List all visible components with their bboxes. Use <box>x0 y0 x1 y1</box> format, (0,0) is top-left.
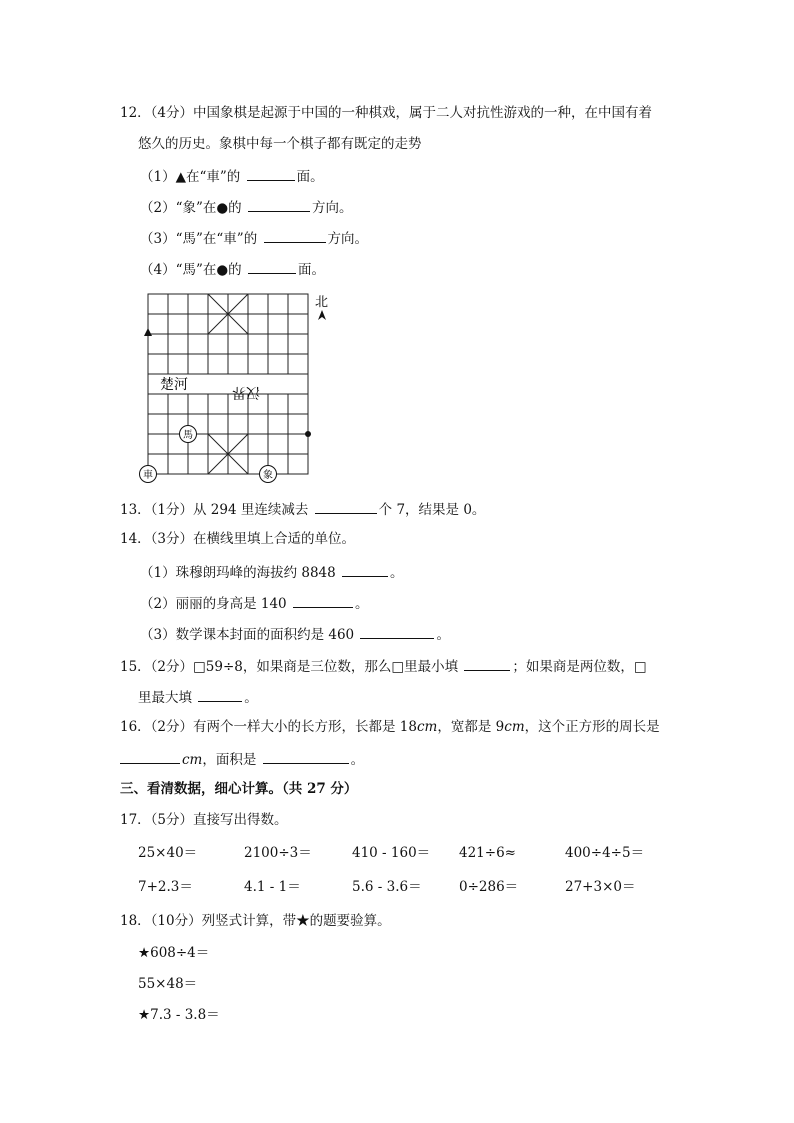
q17-r1c2: 2100÷3＝ <box>244 845 312 861</box>
q14-stem: 14．（3分）在横线里填上合适的单位。 <box>120 531 356 547</box>
q18-item1: ★608÷4＝ <box>138 945 210 961</box>
q13 <box>120 499 485 519</box>
dot-marker-icon <box>305 431 311 437</box>
q14-part1-text: （1）珠穆朗玛峰的海拔约 8848 <box>140 565 336 581</box>
q17-r2c4: 0÷286＝ <box>459 879 519 895</box>
q17-r2c5: 27+3×0＝ <box>565 879 636 895</box>
q14-part3-suffix: 。 <box>436 627 450 643</box>
q16-suffix: 。 <box>350 752 365 768</box>
q15-text3: 里最大填 <box>138 690 192 706</box>
north-arrow-icon <box>318 310 326 320</box>
piece-ju <box>140 466 157 483</box>
q18-item2: 55×48＝ <box>138 976 198 992</box>
q15-line1 <box>120 656 647 676</box>
q13-text: 13．（1分）从 294 里连续减去 <box>120 502 309 518</box>
q17-r2c1: 7+2.3＝ <box>138 879 193 895</box>
q12-part3-blank[interactable] <box>264 228 326 243</box>
q16-unit2: cm <box>504 719 525 735</box>
chess-board-figure <box>132 288 342 488</box>
q12-part4-blank[interactable] <box>248 259 296 274</box>
q12-part2-text: （2）“象”在●的 <box>140 200 242 216</box>
q14-part1 <box>140 562 404 582</box>
q17-r1c1: 25×40＝ <box>138 845 198 861</box>
q12-part1-text: （1）▲在“車”的 <box>140 169 241 185</box>
q12-part2-suffix: 方向。 <box>311 200 353 216</box>
q13-blank[interactable] <box>315 499 377 514</box>
q12-part2-blank[interactable] <box>248 197 310 212</box>
section3-heading: 三、看清数据，细心计算。（共 27 分） <box>120 781 358 797</box>
q16-unit1: cm <box>417 719 438 735</box>
q15-line2 <box>138 687 258 707</box>
q15-text: 15．（2分）□59÷8，如果商是三位数，那么□里最小填 <box>120 659 459 675</box>
q12-part1-suffix: 面。 <box>296 169 324 185</box>
q17-r1c4: 421÷6≈ <box>459 845 516 861</box>
q17-r1c5: 400÷4÷5＝ <box>565 845 645 861</box>
piece-xiang-label: 象 <box>263 470 273 481</box>
q14-part1-suffix: 。 <box>390 565 404 581</box>
q14-part2 <box>140 593 368 613</box>
q12-part3-suffix: 方向。 <box>327 231 368 247</box>
q16-line2 <box>120 749 364 769</box>
q18-item3: ★7.3 - 3.8＝ <box>138 1007 220 1023</box>
q16-text3: ，这个正方形的周长是 <box>524 719 660 735</box>
river-left-label: 楚河 <box>160 377 188 393</box>
q14-part2-text: （2）丽丽的身高是 140 <box>140 596 287 612</box>
north-label: 北 <box>315 295 329 310</box>
q16-text2: ，宽都是 9 <box>437 719 505 735</box>
piece-ju-label: 車 <box>143 470 153 481</box>
q12-part4-text: （4）“馬”在●的 <box>140 262 242 278</box>
piece-ma-label: 馬 <box>183 430 193 441</box>
q12-part1-blank[interactable] <box>247 166 295 181</box>
q16-text: 16．（2分）有两个一样大小的长方形，长都是 18 <box>120 719 417 735</box>
piece-xiang <box>260 466 277 483</box>
q16-line1 <box>120 718 660 736</box>
q15-suffix: 。 <box>244 690 258 706</box>
q14-part3 <box>140 624 450 644</box>
q12-part4-suffix: 面。 <box>297 262 325 278</box>
q15-blank2[interactable] <box>198 687 242 702</box>
q17-r2c2: 4.1 - 1＝ <box>244 879 301 895</box>
q17-r1c3: 410 - 160＝ <box>352 845 431 861</box>
q14-part2-blank[interactable] <box>293 593 353 608</box>
q12-stem-line1: 12．（4分）中国象棋是起源于中国的一种棋戏，属于二人对抗性游戏的一种，在中国有着 <box>120 105 653 121</box>
q16-unit3: cm <box>182 752 203 768</box>
q14-part3-blank[interactable] <box>360 624 434 639</box>
piece-ma <box>180 426 197 443</box>
river-right-label: 汉界 <box>232 384 260 400</box>
q12-part3 <box>140 228 368 248</box>
q14-part1-blank[interactable] <box>342 562 388 577</box>
q14-part3-text: （3）数学课本封面的面积约是 460 <box>140 627 355 643</box>
q12-part3-text: （3）“馬”在“車”的 <box>140 231 258 247</box>
q15-blank1[interactable] <box>464 656 510 671</box>
q12-stem-line2: 悠久的历史。象棋中每一个棋子都有既定的走势 <box>138 136 422 152</box>
q16-blank2[interactable] <box>263 749 349 764</box>
q16-blank1[interactable] <box>120 749 180 764</box>
triangle-marker-icon <box>144 328 152 336</box>
q18-stem: 18．（10分）列竖式计算，带★的题要验算。 <box>120 913 391 929</box>
q13-suffix: 个 7，结果是 0。 <box>378 502 486 518</box>
q14-part2-suffix: 。 <box>354 596 369 612</box>
q16-text4: ，面积是 <box>202 752 257 768</box>
q17-r2c3: 5.6 - 3.6＝ <box>352 879 422 895</box>
q12-part2 <box>140 197 352 217</box>
q12-part4 <box>140 259 325 279</box>
q15-text2: ；如果商是两位数，□ <box>512 659 647 675</box>
q17-stem: 17．（5分）直接写出得数。 <box>120 812 288 828</box>
q12-part1 <box>140 166 324 186</box>
